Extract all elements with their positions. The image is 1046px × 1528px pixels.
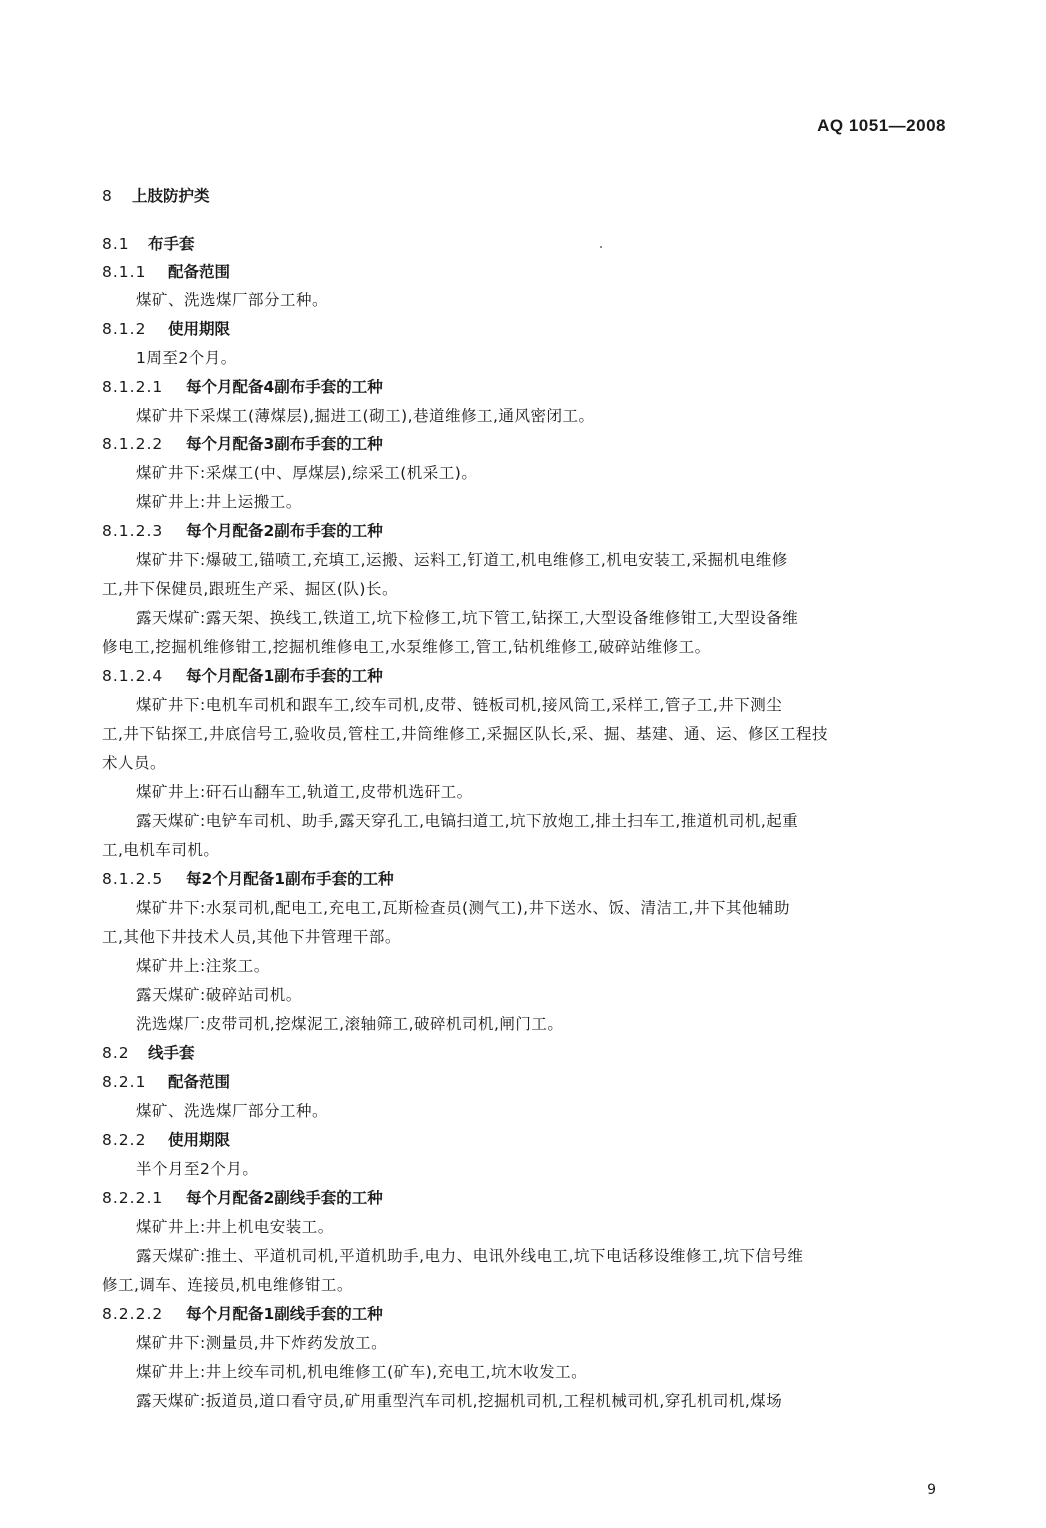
section-heading-8-1-2: [102, 319, 230, 339]
paragraph-line: 工,其他下井技术人员,其他下井管理干部。: [102, 928, 401, 946]
section-number: 8.2.2.2: [102, 1305, 164, 1323]
paragraph-line: 修工,调车、连接员,机电维修钳工。: [102, 1276, 353, 1294]
section-number: 8.1.2.4: [102, 667, 164, 685]
paragraph-line: 工,电机车司机。: [102, 841, 220, 859]
section-heading-8-1-1: [102, 262, 230, 282]
section-title: 每个月配备3副布手套的工种: [186, 435, 383, 453]
section-title: 每个月配备1副布手套的工种: [186, 667, 383, 685]
section-heading-8-1-2-5: [102, 869, 394, 889]
section-number: 8.2.2.1: [102, 1189, 164, 1207]
section-number: 8.1.1: [102, 263, 147, 281]
section-number: 8.2.1: [102, 1073, 147, 1091]
paragraph-line: 露天煤矿:露天架、换线工,铁道工,坑下检修工,坑下管工,钻探工,大型设备维修钳工,大型设备维: [136, 609, 799, 627]
paragraph: 煤矿井上:注浆工。: [136, 957, 270, 975]
standard-code: AQ 1051—2008: [817, 116, 946, 135]
section-heading-8-1-2-3: [102, 521, 383, 541]
paragraph-line: 煤矿井下:爆破工,锚喷工,充填工,运搬、运料工,钉道工,机电维修工,机电安装工,采掘机电维修: [136, 551, 788, 569]
section-title: 线手套: [148, 1044, 195, 1062]
paragraph-line: 煤矿井下:电机车司机和跟车工,绞车司机,皮带、链板司机,接风筒工,采样工,管子工,井下测尘: [136, 696, 783, 714]
section-heading-8-2: [102, 1043, 195, 1063]
section-title: 每个月配备2副布手套的工种: [186, 522, 383, 540]
section-heading-8-2-2-2: [102, 1304, 383, 1324]
section-title: 每个月配备4副布手套的工种: [186, 378, 383, 396]
section-title: 配备范围: [168, 1073, 231, 1091]
section-number: 8.1.2: [102, 320, 147, 338]
paragraph: 煤矿、洗选煤厂部分工种。: [136, 291, 329, 309]
section-title: 布手套: [148, 235, 195, 253]
section-number: 8.2: [102, 1044, 130, 1062]
section-heading-8-2-2: [102, 1130, 230, 1150]
paragraph: 半个月至2个月。: [136, 1160, 259, 1178]
paragraph: 煤矿井下采煤工(薄煤层),掘进工(砌工),巷道维修工,通风密闭工。: [136, 407, 595, 425]
paragraph: 煤矿井上:井上运搬工。: [136, 493, 302, 511]
paragraph: 煤矿井下:测量员,井下炸药发放工。: [136, 1334, 388, 1352]
paragraph: 煤矿井下:采煤工(中、厚煤层),综采工(机采工)。: [136, 464, 478, 482]
section-number: 8.2.2: [102, 1131, 147, 1149]
paragraph-line: 术人员。: [102, 754, 167, 772]
paragraph: 煤矿井上:井上绞车司机,机电维修工(矿车),充电工,坑木收发工。: [136, 1363, 588, 1381]
paragraph: 煤矿井上:井上机电安装工。: [136, 1218, 334, 1236]
paragraph-line: 煤矿井下:水泵司机,配电工,充电工,瓦斯检查员(测气工),井下送水、饭、清洁工,井下其他辅助: [136, 899, 790, 917]
section-heading-8-2-1: [102, 1072, 230, 1092]
section-heading-8-1-2-1: [102, 377, 383, 397]
section-heading-8-2-2-1: [102, 1188, 383, 1208]
paragraph: 露天煤矿:破碎站司机。: [136, 986, 302, 1004]
section-title: 每个月配备2副线手套的工种: [186, 1189, 383, 1207]
section-title: 配备范围: [168, 263, 231, 281]
paragraph: 煤矿、洗选煤厂部分工种。: [136, 1102, 329, 1120]
paragraph: 露天煤矿:扳道员,道口看守员,矿用重型汽车司机,挖掘机司机,工程机械司机,穿孔机司机,煤场: [136, 1392, 783, 1410]
section-title: 上肢防护类: [132, 187, 210, 205]
page-number: 9: [927, 1482, 936, 1498]
paragraph-line: 露天煤矿:推土、平道机司机,平道机助手,电力、电讯外线电工,坑下电话移设维修工,坑下信号维: [136, 1247, 804, 1265]
paragraph-line: 修电工,挖掘机维修钳工,挖掘机维修电工,水泵维修工,管工,钻机维修工,破碎站维修工。: [102, 638, 711, 656]
section-number: 8.1.2.5: [102, 870, 164, 888]
scan-speck: [600, 246, 602, 248]
section-number: 8.1.2.2: [102, 435, 164, 453]
paragraph: 1周至2个月。: [136, 349, 237, 367]
section-heading-8-1-2-2: [102, 434, 383, 454]
section-number: 8.1: [102, 235, 130, 253]
section-title: 每个月配备1副线手套的工种: [186, 1305, 383, 1323]
section-title: 使用期限: [168, 320, 231, 338]
paragraph-line: 工,井下钻探工,井底信号工,验收员,管柱工,井筒维修工,采掘区队长,采、掘、基建、通、运、修区工程技: [102, 725, 828, 743]
section-title: 每2个月配备1副布手套的工种: [186, 870, 394, 888]
paragraph: 洗选煤厂:皮带司机,挖煤泥工,滚轴筛工,破碎机司机,闸门工。: [136, 1015, 564, 1033]
paragraph: 煤矿井上:矸石山翻车工,轨道工,皮带机选矸工。: [136, 783, 473, 801]
paragraph-line: 工,井下保健员,跟班生产采、掘区(队)长。: [102, 580, 398, 598]
paragraph-line: 露天煤矿:电铲车司机、助手,露天穿孔工,电镐扫道工,坑下放炮工,排土扫车工,推道机司机,起重: [136, 812, 799, 830]
section-heading-8-1-2-4: [102, 666, 383, 686]
section-heading-8: [102, 186, 210, 206]
section-number: 8.1.2.3: [102, 522, 164, 540]
section-heading-8-1: [102, 234, 195, 254]
section-number: 8.1.2.1: [102, 378, 164, 396]
section-title: 使用期限: [168, 1131, 231, 1149]
section-number: 8: [102, 187, 113, 205]
